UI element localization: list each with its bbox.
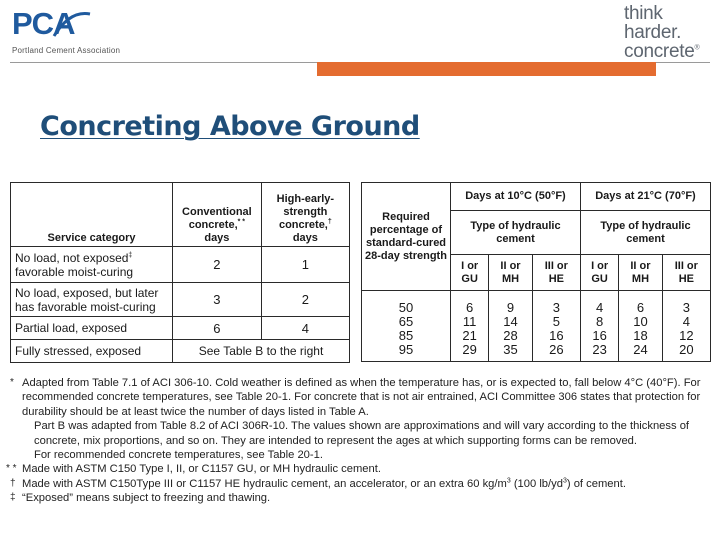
footnote-3	[10, 448, 710, 462]
cell-value: 6	[619, 291, 662, 316]
header-days-21c: Days at 21°C (70°F)	[580, 183, 710, 211]
footnote-marker: *	[10, 377, 14, 388]
table-row	[362, 329, 711, 343]
header-service-category: Service category	[11, 183, 173, 247]
cell-percentage: 95	[362, 343, 451, 362]
cell-conventional: 6	[173, 317, 262, 340]
cement-type-header: II or MH	[619, 255, 662, 291]
cell-value: 4	[580, 291, 618, 316]
cell-percentage: 50	[362, 291, 451, 316]
cell-value: 16	[580, 329, 618, 343]
brand-line-3-row	[624, 42, 714, 61]
footnote-text: Adapted from Table 7.1 of ACI 306-10. Cold weather is defined as when the temperature has, or is expected to, fall below 4°C (40°F). For recommended concrete temperatures, see Table 20-1. For concrete that is not air entrained, ACI Committee 306 states that protection for durability should be at least twice the number of days listed in Table A.	[22, 377, 701, 418]
cell-percentage: 85	[362, 329, 451, 343]
cement-type-header: III or HE	[662, 255, 710, 291]
cell-value: 14	[489, 315, 532, 329]
cell-high-early: 4	[261, 317, 349, 340]
cell-value: 24	[619, 343, 662, 362]
header-high-early: High-early-strength concrete,† days	[261, 183, 349, 247]
cement-type-header: III or HE	[532, 255, 580, 291]
cell-value: 29	[451, 343, 489, 362]
table-b	[361, 182, 711, 362]
cell-high-early: 2	[261, 283, 349, 317]
table-a-header-row	[11, 183, 350, 247]
footnotes	[6, 376, 710, 506]
footnote-text: For recommended concrete temperatures, see Table 20-1.	[34, 449, 323, 462]
cell-conventional: 2	[173, 247, 262, 283]
pca-logo-subtitle: Portland Cement Association	[12, 46, 121, 55]
cell-value: 20	[662, 343, 710, 362]
cell-value: 35	[489, 343, 532, 362]
cell-value: 16	[532, 329, 580, 343]
footnote-2	[10, 419, 710, 448]
cell-value: 3	[662, 291, 710, 316]
cell-value: 26	[532, 343, 580, 362]
cell-high-early: 1	[261, 247, 349, 283]
brand-line-3: concrete	[624, 41, 695, 62]
cell-value: 8	[580, 315, 618, 329]
table-row	[11, 247, 350, 283]
row-label: Fully stressed, exposed	[11, 340, 173, 363]
header-type-cement-2: Type of hydraulic cement	[580, 211, 710, 255]
cement-type-header: I or GU	[451, 255, 489, 291]
table-row	[11, 340, 350, 363]
orange-accent-bar	[317, 62, 656, 76]
footnote-text: Part B was adapted from Table 8.2 of ACI 306R-10. The values shown are approximations and will vary according to the thickness of concrete, mix proportions, and so on. They are intended to represent the ages at which supporting forms can be removed.	[34, 420, 690, 447]
cell-value: 10	[619, 315, 662, 329]
cell-conventional: 3	[173, 283, 262, 317]
header-required-percentage: Required percentage of standard-cured 28-day strength	[362, 183, 451, 291]
footnote-text: “Exposed” means subject to freezing and thawing.	[22, 492, 271, 505]
cell-value: 6	[451, 291, 489, 316]
pca-logo-letters: PCA	[12, 6, 75, 41]
cell-value: 9	[489, 291, 532, 316]
footnote-marker: ‡	[10, 492, 16, 504]
cell-value: 28	[489, 329, 532, 343]
row-label: Partial load, exposed	[11, 317, 173, 340]
footnote-5	[10, 477, 710, 491]
cell-value: 4	[662, 315, 710, 329]
cell-value: 23	[580, 343, 618, 362]
footnote-1	[10, 376, 710, 419]
footnote-marker: * *	[6, 463, 17, 475]
table-a	[10, 182, 350, 363]
cell-value: 5	[532, 315, 580, 329]
cell-value: 21	[451, 329, 489, 343]
footnote-6	[10, 491, 710, 505]
cell-percentage: 65	[362, 315, 451, 329]
footnote-marker: †	[10, 477, 16, 489]
brand-line-1: think	[624, 3, 663, 24]
row-label: No load, not exposed‡ favorable moist-curing	[11, 247, 173, 283]
footnote-text: Made with ASTM C150Type III or C1157 HE hydraulic cement, an accelerator, or an extra 60 $kg/m^3$ (100 $lb/yd^3$) of cement.	[22, 477, 626, 490]
table-row	[11, 283, 350, 317]
cell-value: 3	[532, 291, 580, 316]
row-label: No load, exposed, but later has favorable moist-curing	[11, 283, 173, 317]
cement-type-header: II or MH	[489, 255, 532, 291]
cell-see-table-b: See Table B to the right	[173, 340, 350, 363]
footnote-text: Made with ASTM C150 Type I, II, or C1157 GU, or MH hydraulic cement.	[22, 463, 381, 476]
table-row	[362, 343, 711, 362]
table-b-group-row	[362, 183, 711, 211]
table-row	[362, 315, 711, 329]
cell-value: 11	[451, 315, 489, 329]
cell-value: 12	[662, 329, 710, 343]
cement-type-header: I or GU	[580, 255, 618, 291]
page-title: Concreting Above Ground	[40, 111, 420, 142]
brand-line-2: harder.	[624, 22, 682, 43]
cell-value: 18	[619, 329, 662, 343]
header-conventional: Conventional concrete,* * days	[173, 183, 262, 247]
table-row	[11, 317, 350, 340]
brand-registered-mark: ®	[694, 44, 700, 52]
think-harder-concrete-logo	[624, 4, 714, 61]
header-days-10c: Days at 10°C (50°F)	[451, 183, 581, 211]
footnote-4	[6, 462, 710, 476]
pca-logo	[10, 6, 135, 56]
table-row	[362, 291, 711, 316]
header-type-cement-1: Type of hydraulic cement	[451, 211, 581, 255]
